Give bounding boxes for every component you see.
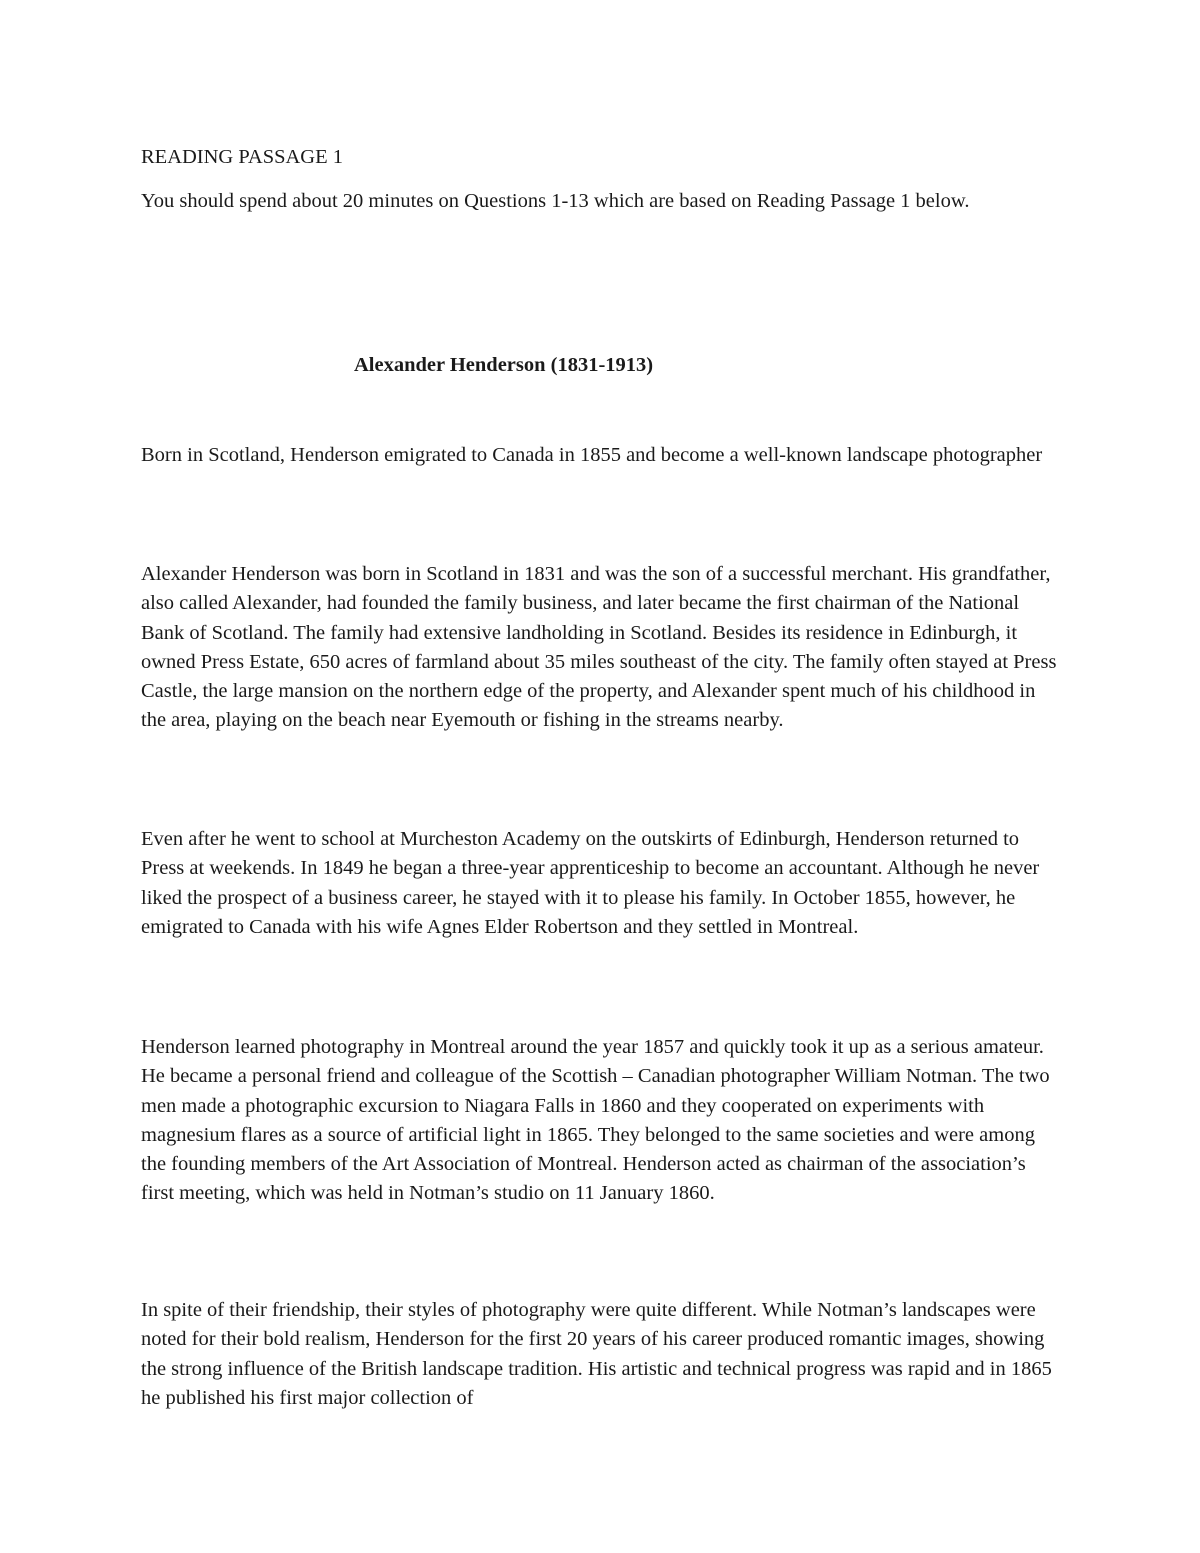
paragraph-3: Henderson learned photography in Montreal around the year 1857 and quickly took it up as a serious amateur. He became a personal friend and colleague of the Scottish – Canadian photographer William Notman. The two men made a photographic excursion to Niagara Falls in 1860 and they cooperated on experiments with magnesium flares as a source of artificial light in 1865. They belonged to the same societies and were among the founding members of the Art Association of Montreal. Henderson acted as chairman of the association’s first meeting, which was held in Notman’s studio on 11 January 1860. (141, 1036, 1050, 1205)
passage-heading: READING PASSAGE 1 (141, 146, 343, 168)
paragraph-2: Even after he went to school at Murcheston Academy on the outskirts of Edinburgh, Henderson returned to Press at weekends. In 1849 he began a three-year apprenticeship to become an accountant. Although he never liked the prospect of a business career, he stayed with it to please his family. In October 1855, however, he emigrated to Canada with his wife Agnes Elder Robertson and they settled in Montreal. (141, 828, 1040, 938)
paragraph-4: In spite of their friendship, their styles of photography were quite different. While Notman’s landscapes were noted for their bold realism, Henderson for the first 20 years of his career produced romantic images, showing the strong influence of the British landscape tradition. His artistic and technical progress was rapid and in 1865 he published his first major collection of (141, 1299, 1052, 1409)
passage-subtitle: Born in Scotland, Henderson emigrated to Canada in 1855 and become a well-known landscape photographer (141, 444, 1043, 466)
paragraph-1: Alexander Henderson was born in Scotland in 1831 and was the son of a successful merchant. His grandfather, also called Alexander, had founded the family business, and later became the first chairman of the National Bank of Scotland. The family had extensive landholding in Scotland. Besides its residence in Edinburgh, it owned Press Estate, 650 acres of farmland about 35 miles southeast of the city. The family often stayed at Press Castle, the large mansion on the northern edge of the property, and Alexander spent much of his childhood in the area, playing on the beach near Eyemouth or fishing in the streams nearby. (141, 563, 1057, 732)
passage-instructions: You should spend about 20 minutes on Questions 1-13 which are based on Reading Passage 1 below. (141, 190, 970, 212)
passage-title: Alexander Henderson (1831-1913) (354, 354, 654, 376)
